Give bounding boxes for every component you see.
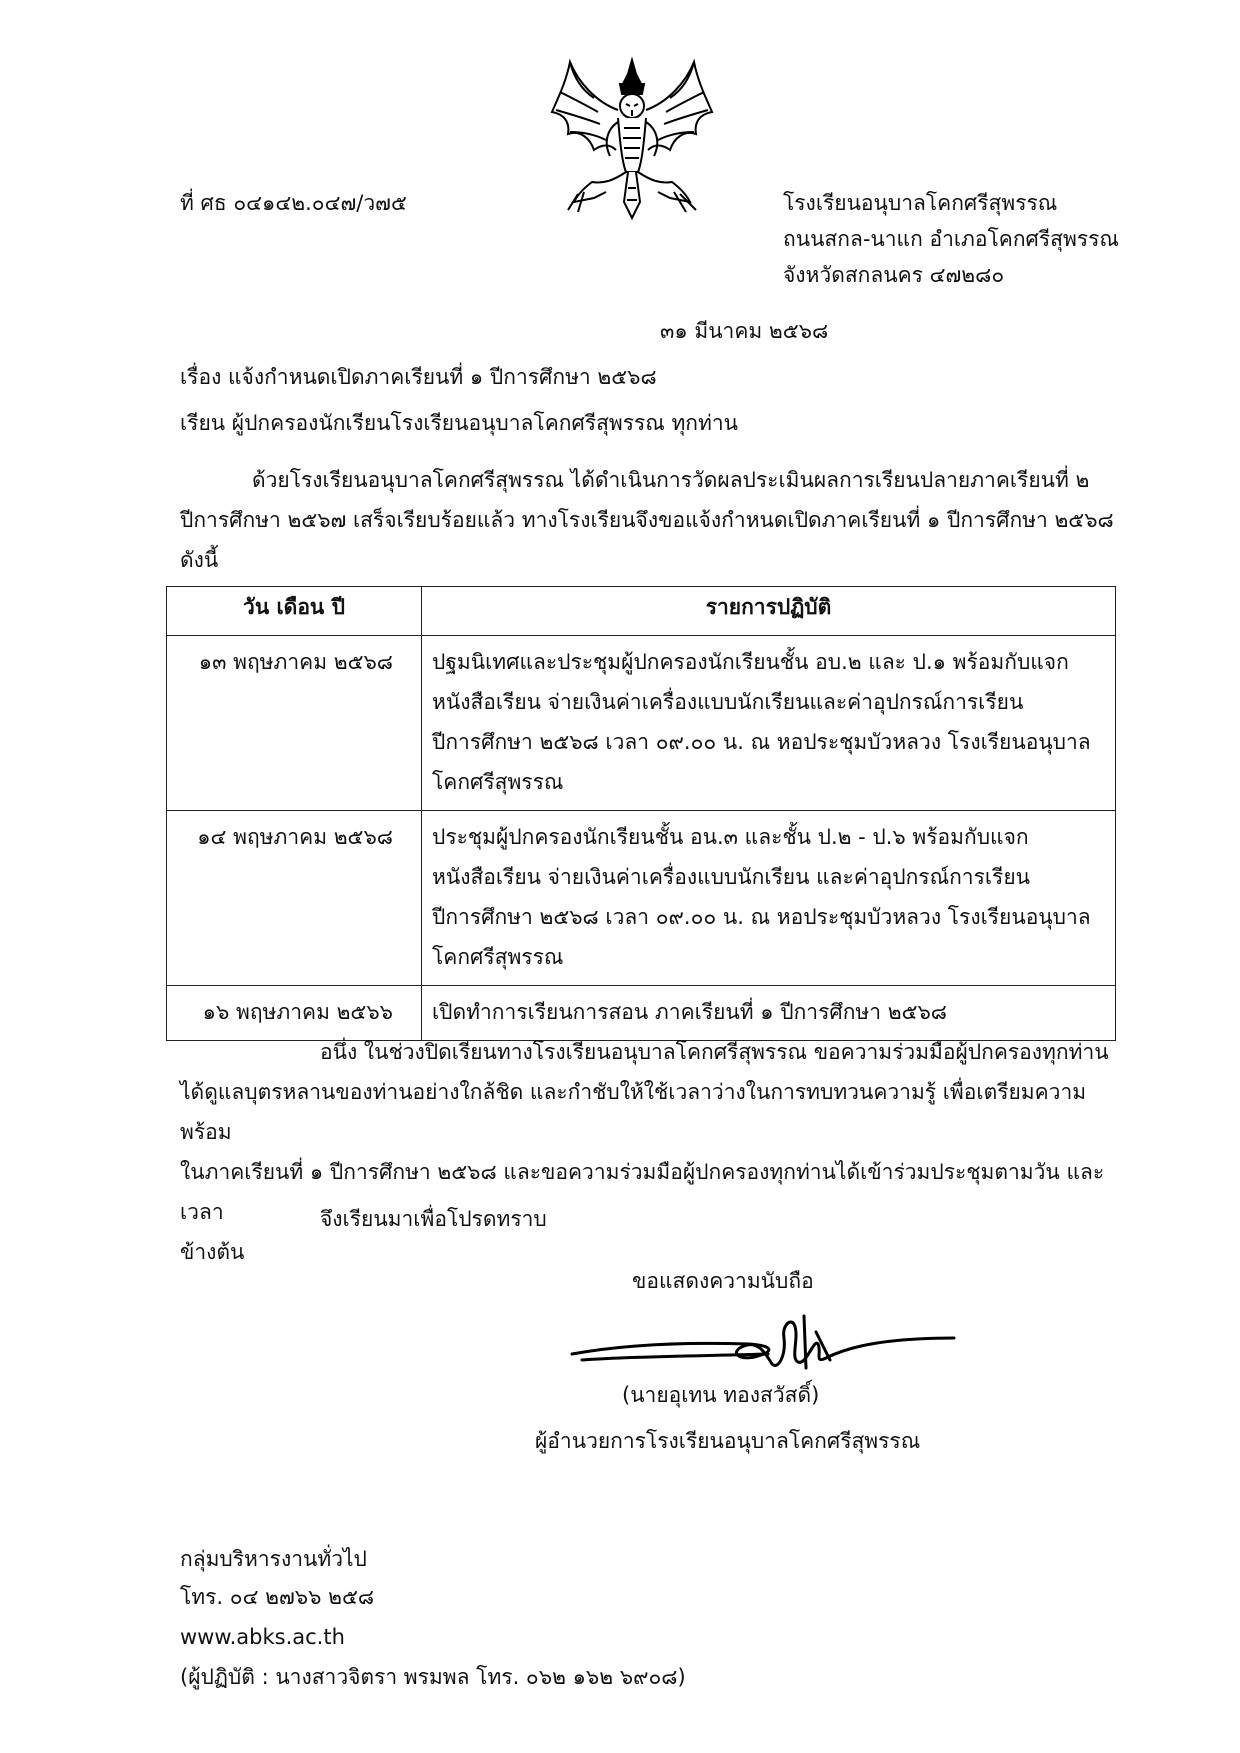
activity-line: เปิดทำการเรียนการสอน ภาคเรียนที่ ๑ ปีการศึกษา ๒๕๖๘: [432, 1000, 947, 1024]
intro-paragraph: [180, 460, 1130, 580]
column-header-activity: รายการปฏิบัติ: [422, 587, 1116, 636]
row-date: ๑๔ พฤษภาคม ๒๕๖๘: [167, 811, 422, 986]
paragraph-line: ดังนี้: [180, 548, 219, 572]
paragraph-line: ข้างต้น: [180, 1240, 245, 1264]
document-number: ที่ ศธ ๐๔๑๔๒.๐๔๗/ว๗๕: [180, 191, 407, 215]
activity-line: ประชุมผู้ปกครองนักเรียนชั้น อน.๓ และชั้น ป.๒ - ป.๖ พร้อมกับแจก: [432, 825, 1029, 849]
table-header-row: [167, 587, 1116, 636]
garuda-emblem-icon: [548, 52, 716, 222]
paragraph-line: ปีการศึกษา ๒๕๖๗ เสร็จเรียบร้อยแล้ว ทางโรงเรียนจึงขอแจ้งกำหนดเปิดภาคเรียนที่ ๑ ปีการศึกษา ๒๕๖๘: [180, 508, 1114, 532]
paragraph-line: ได้ดูแลบุตรหลานของท่านอย่างใกล้ชิด และกำชับให้ใช้เวลาว่างในการทบทวนความรู้ เพื่อเตรียมความพร้อม: [180, 1080, 1087, 1144]
signer-name: (นายอุเทน ทองสวัสดิ์): [622, 1383, 820, 1407]
handwritten-signature-icon: [568, 1308, 968, 1378]
paragraph-line: ด้วยโรงเรียนอนุบาลโคกศรีสุพรรณ ได้ดำเนินการวัดผลประเมินผลการเรียนปลายภาคเรียนที่ ๒: [252, 468, 1090, 492]
activity-line: โคกศรีสุพรรณ: [432, 770, 564, 794]
website-link[interactable]: www.abks.ac.th: [180, 1625, 345, 1649]
subject-line: เรื่อง แจ้งกำหนดเปิดภาคเรียนที่ ๑ ปีการศึกษา ๒๕๖๘: [180, 365, 657, 389]
address-line: ถนนสกล-นาแก อำเภอโคกศรีสุพรรณ: [783, 227, 1119, 251]
row-date: ๑๓ พฤษภาคม ๒๕๖๘: [167, 636, 422, 811]
schedule-table: [166, 586, 1116, 1041]
paragraph-line: ในภาคเรียนที่ ๑ ปีการศึกษา ๒๕๖๘ และขอความร่วมมือผู้ปกครองทุกท่านได้เข้าร่วมประชุมตามวัน และเวลา: [180, 1160, 1105, 1224]
activity-line: หนังสือเรียน จ่ายเงินค่าเครื่องแบบนักเรียน และค่าอุปกรณ์การเรียน: [432, 865, 1030, 889]
phone-line: โทร. ๐๔ ๒๗๖๖ ๒๕๘: [180, 1585, 375, 1609]
activity-line: โคกศรีสุพรรณ: [432, 945, 564, 969]
table-row: [167, 636, 1116, 811]
inform-line: จึงเรียนมาเพื่อโปรดทราบ: [320, 1207, 547, 1231]
activity-line: ปีการศึกษา ๒๕๖๘ เวลา ๐๙.๐๐ น. ณ หอประชุมบัวหลวง โรงเรียนอนุบาล: [432, 905, 1091, 929]
address-line: จังหวัดสกลนคร ๔๗๒๘๐: [783, 263, 1005, 287]
activity-line: หนังสือเรียน จ่ายเงินค่าเครื่องแบบนักเรียนและค่าอุปกรณ์การเรียน: [432, 690, 1024, 714]
signer-title: ผู้อำนวยการโรงเรียนอนุบาลโคกศรีสุพรรณ: [535, 1429, 921, 1453]
contact-line: (ผู้ปฏิบัติ : นางสาวจิตรา พรมพล โทร. ๐๖๒ ๑๖๒ ๖๙๐๘): [180, 1665, 686, 1689]
address-line: โรงเรียนอนุบาลโคกศรีสุพรรณ: [783, 191, 1058, 215]
paragraph-line: อนึ่ง ในช่วงปิดเรียนทางโรงเรียนอนุบาลโคกศรีสุพรรณ ขอความร่วมมือผู้ปกครองทุกท่าน: [320, 1040, 1109, 1064]
row-activity: [422, 811, 1116, 986]
table-row: [167, 811, 1116, 986]
recipient-line: เรียน ผู้ปกครองนักเรียนโรงเรียนอนุบาลโคกศรีสุพรรณ ทุกท่าน: [180, 411, 738, 435]
column-header-date: วัน เดือน ปี: [167, 587, 422, 636]
department-line: กลุ่มบริหารงานทั่วไป: [180, 1547, 367, 1571]
regards-line: ขอแสดงความนับถือ: [632, 1269, 814, 1293]
activity-line: ปีการศึกษา ๒๕๖๘ เวลา ๐๙.๐๐ น. ณ หอประชุมบัวหลวง โรงเรียนอนุบาล: [432, 730, 1091, 754]
activity-line: ปฐมนิเทศและประชุมผู้ปกครองนักเรียนชั้น อบ.๒ และ ป.๑ พร้อมกับแจก: [432, 650, 1069, 674]
row-date: ๑๖ พฤษภาคม ๒๕๖๖: [167, 986, 422, 1041]
row-activity: [422, 636, 1116, 811]
letter-date: ๓๑ มีนาคม ๒๕๖๘: [660, 319, 829, 343]
closing-paragraph: [180, 1032, 1130, 1272]
